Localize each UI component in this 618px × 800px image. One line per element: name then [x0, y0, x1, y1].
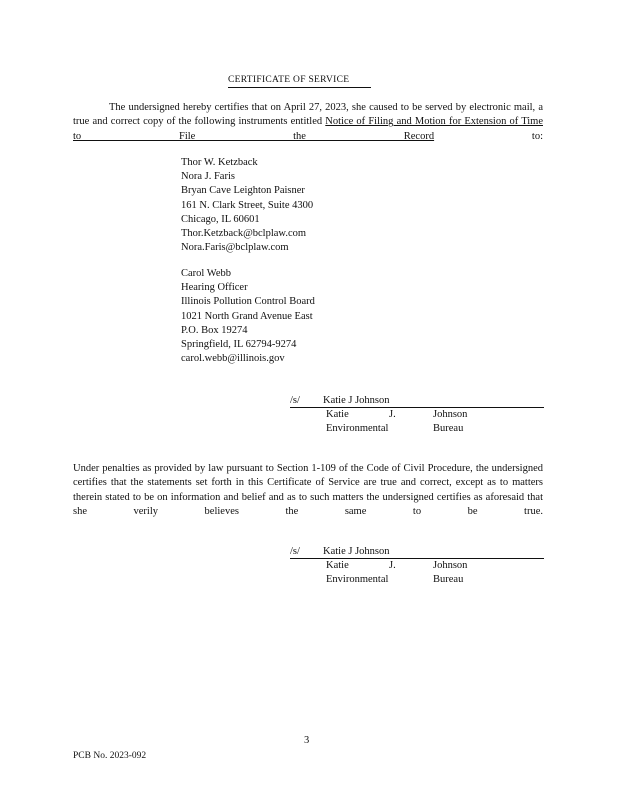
page-number: 3: [304, 735, 310, 746]
recipient-line: Hearing Officer: [181, 282, 248, 294]
recipient-line: Bryan Cave Leighton Paisner: [181, 185, 305, 197]
signer-org: Environmental: [326, 423, 389, 434]
recipient-line: Thor W. Ketzback: [181, 157, 258, 168]
recipient-line: 1021 North Grand Avenue East: [181, 310, 313, 322]
recipient-email: Thor.Ketzback@bclplaw.com: [181, 228, 307, 240]
recipient-line: Carol Webb: [181, 268, 231, 279]
intro-lead: The undersigned hereby certifies that on April 27, 2023, she caused to be served by electronic mail, a true and correct copy of the following instruments entitled: [73, 102, 543, 128]
signature-block-2: [290, 545, 544, 587]
recipient-block-2: [181, 267, 315, 366]
signature-prefix: /s/: [290, 395, 300, 406]
signer-middle-initial: J.: [389, 560, 396, 571]
intro-paragraph: [73, 101, 543, 144]
signer-org: Environmental: [326, 574, 389, 585]
recipient-line: 161 N. Clark Street, Suite 4300: [181, 199, 314, 211]
signature-block-1: [290, 394, 544, 436]
recipient-line: Chicago, IL 60601: [181, 213, 260, 225]
recipient-line: P.O. Box 19274: [181, 324, 248, 336]
signature-prefix: /s/: [290, 546, 300, 557]
recipient-line: Illinois Pollution Control Board: [181, 296, 315, 308]
signer-bureau: Bureau: [433, 574, 464, 585]
recipient-email: Nora.Faris@bclplaw.com: [181, 242, 289, 254]
signer-middle-initial: J.: [389, 409, 396, 420]
signature-name: Katie J Johnson: [323, 546, 390, 557]
signer-first-name: Katie: [326, 409, 349, 420]
signer-last-name: Johnson: [433, 560, 468, 571]
recipient-block-1: [181, 156, 313, 255]
document-title: CERTIFICATE OF SERVICE: [228, 74, 371, 88]
signature-line: [290, 394, 544, 408]
verification-paragraph: Under penalties as provided by law pursuant to Section 1-109 of the Code of Civil Procedure, the undersigned certifies that the statements set forth in this Certificate of Service are true and correct, except as to matters therein stated to be on information and belief and as to such matters the undersigned certifies as aforesaid that she verily believes the same to be true.: [73, 463, 543, 517]
signature-line: [290, 545, 544, 559]
recipient-line: Springfield, IL 62794-9274: [181, 339, 297, 351]
signer-first-name: Katie: [326, 560, 349, 571]
signer-last-name: Johnson: [433, 409, 468, 420]
signature-name: Katie J Johnson: [323, 395, 390, 406]
instrument-title: Notice of Filing and Motion for Extension of Time to File the Record: [73, 116, 543, 142]
recipient-line: Nora J. Faris: [181, 171, 235, 183]
recipient-email: carol.webb@illinois.gov: [181, 353, 285, 365]
footer-case-number: PCB No. 2023-092: [73, 751, 147, 761]
intro-tail: to:: [434, 130, 543, 142]
signer-bureau: Bureau: [433, 423, 464, 434]
